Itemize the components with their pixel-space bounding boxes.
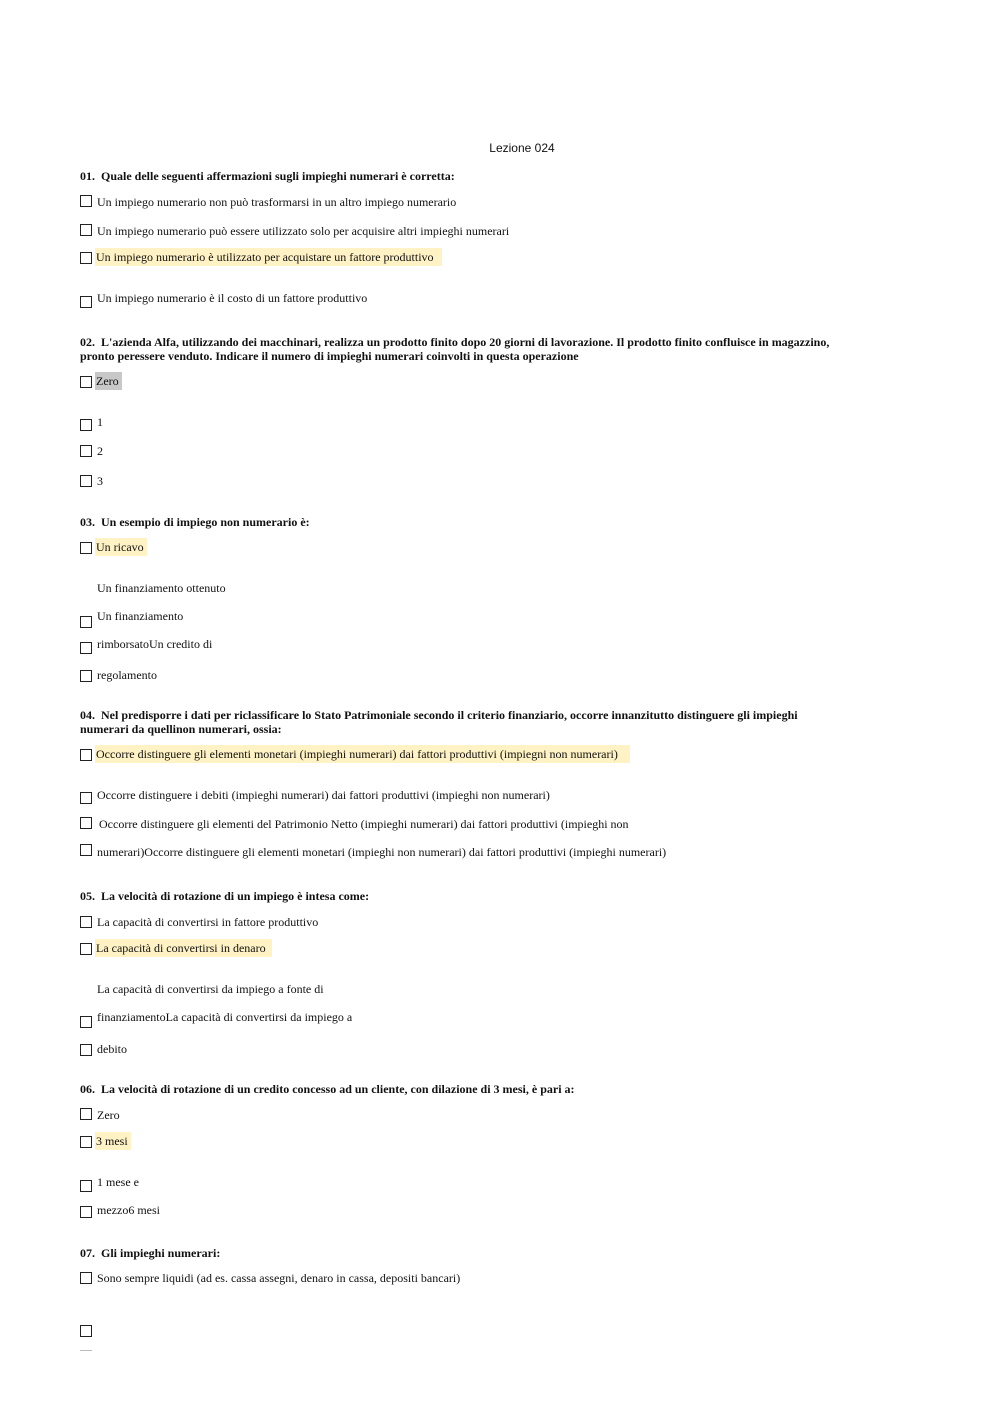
question-text: Quale delle seguenti affermazioni sugli impieghi numerari è corretta: [101, 169, 455, 183]
question-01 [80, 169, 880, 183]
option-checkbox[interactable] [80, 1206, 92, 1218]
option-text: 1 mese e [97, 1175, 139, 1189]
option-checkbox[interactable] [80, 1272, 92, 1284]
question-02 [80, 335, 890, 363]
option-checkbox[interactable] [80, 1180, 92, 1192]
option-checkbox[interactable] [80, 542, 92, 554]
question-number: 02. [80, 335, 95, 349]
option-checkbox[interactable] [80, 916, 92, 928]
option-checkbox[interactable] [80, 1136, 92, 1148]
page-header: Lezione 024 [489, 141, 555, 155]
option-checkbox[interactable] [80, 376, 92, 388]
option-checkbox[interactable] [80, 817, 92, 829]
question-number: 06. [80, 1082, 95, 1096]
option-text: Un impiego numerario è il costo di un fattore produttivo [97, 291, 368, 305]
question-number: 04. [80, 708, 95, 722]
question-04 [80, 708, 860, 736]
option-highlight [95, 941, 272, 955]
question-03 [80, 515, 880, 529]
question-text-line1: L'azienda Alfa, utilizzando dei macchinari, realizza un prodotto finito dopo 20 giorni di lavorazione. Il prodotto finito confluisce in magazzino, [101, 335, 830, 349]
option-text: regolamento [97, 668, 157, 682]
option-text: La capacità di convertirsi in fattore produttivo [97, 915, 319, 929]
option-text: Occorre distinguere gli elementi del Patrimonio Netto (impieghi numerari) dai fattori produttivi (impieghi non [99, 817, 629, 831]
option-text: debito [97, 1042, 127, 1056]
option-text: Zero [97, 1108, 120, 1122]
option-text-selected: Zero [95, 372, 122, 390]
option-text: Occorre distinguere i debiti (impieghi numerari) dai fattori produttivi (impieghi non numerari) [97, 788, 550, 802]
option-text: 2 [97, 444, 103, 458]
option-checkbox[interactable] [80, 445, 92, 457]
option-text: Un finanziamento ottenuto [97, 581, 226, 595]
question-text: La velocità di rotazione di un credito concesso ad un cliente, con dilazione di 3 mesi, è pari a: [101, 1082, 575, 1096]
option-highlight [95, 374, 122, 388]
option-checkbox[interactable] [80, 749, 92, 761]
option-checkbox[interactable] [80, 296, 92, 308]
option-text-correct: Un ricavo [95, 538, 147, 556]
question-05 [80, 889, 880, 903]
option-checkbox[interactable] [80, 419, 92, 431]
option-checkbox[interactable] [80, 224, 92, 236]
option-text: rimborsatoUn credito di [97, 637, 213, 651]
option-text-correct: Occorre distinguere gli elementi monetari (impieghi numerari) dai fattori produttivi (impiegni non numerari) [95, 745, 630, 763]
option-text: Un impiego numerario non può trasformarsi in un altro impiego numerario [97, 195, 457, 209]
option-text-correct: 3 mesi [95, 1132, 131, 1150]
option-text: Un finanziamento [97, 609, 184, 623]
option-checkbox[interactable] [80, 1325, 92, 1337]
option-checkbox[interactable] [80, 195, 92, 207]
question-text: Gli impieghi numerari: [101, 1246, 221, 1260]
option-text-correct: La capacità di convertirsi in denaro [95, 939, 272, 957]
option-text: La capacità di convertirsi da impiego a fonte di [97, 982, 324, 996]
question-07 [80, 1246, 880, 1260]
option-checkbox[interactable] [80, 616, 92, 628]
option-checkbox[interactable] [80, 1016, 92, 1028]
option-text: Sono sempre liquidi (ad es. cassa assegni, denaro in cassa, depositi bancari) [97, 1271, 461, 1285]
option-checkbox[interactable] [80, 1044, 92, 1056]
option-highlight [95, 747, 630, 761]
option-text: Un impiego numerario può essere utilizzato solo per acquisire altri impieghi numerari [97, 224, 510, 238]
option-highlight [95, 540, 147, 554]
question-text: La velocità di rotazione di un impiego è intesa come: [101, 889, 370, 903]
option-checkbox[interactable] [80, 1108, 92, 1120]
option-text: 1 [97, 415, 103, 429]
option-checkbox[interactable] [80, 252, 92, 264]
option-checkbox[interactable] [80, 844, 92, 856]
question-text-line1: Nel predisporre i dati per riclassificare lo Stato Patrimoniale secondo il criterio finanziario, occorre innanzitutto distinguere gli impieghi [101, 708, 798, 722]
question-text: Un esempio di impiego non numerario è: [101, 515, 310, 529]
page-cutoff-line [80, 1350, 92, 1351]
option-checkbox[interactable] [80, 670, 92, 682]
option-checkbox[interactable] [80, 642, 92, 654]
option-text: finanziamentoLa capacità di convertirsi da impiego a [97, 1010, 353, 1024]
question-number: 03. [80, 515, 95, 529]
option-text-correct: Un impiego numerario è utilizzato per acquistare un fattore produttivo [95, 248, 442, 266]
option-text: mezzo6 mesi [97, 1203, 160, 1217]
option-checkbox[interactable] [80, 943, 92, 955]
option-text: numerari)Occorre distinguere gli elementi monetari (impieghi non numerari) dai fattori produttivi (impieghi numerari) [97, 845, 667, 859]
option-highlight [95, 1134, 131, 1148]
option-text: 3 [97, 474, 103, 488]
question-text-line2: numerari da quellinon numerari, ossia: [80, 722, 282, 736]
option-checkbox[interactable] [80, 792, 92, 804]
question-06 [80, 1082, 880, 1096]
question-text-line2: pronto peressere venduto. Indicare il numero di impieghi numerari coinvolti in questa operazione [80, 349, 579, 363]
question-number: 07. [80, 1246, 95, 1260]
option-checkbox[interactable] [80, 475, 92, 487]
question-number: 01. [80, 169, 95, 183]
option-highlight [95, 250, 442, 264]
question-number: 05. [80, 889, 95, 903]
